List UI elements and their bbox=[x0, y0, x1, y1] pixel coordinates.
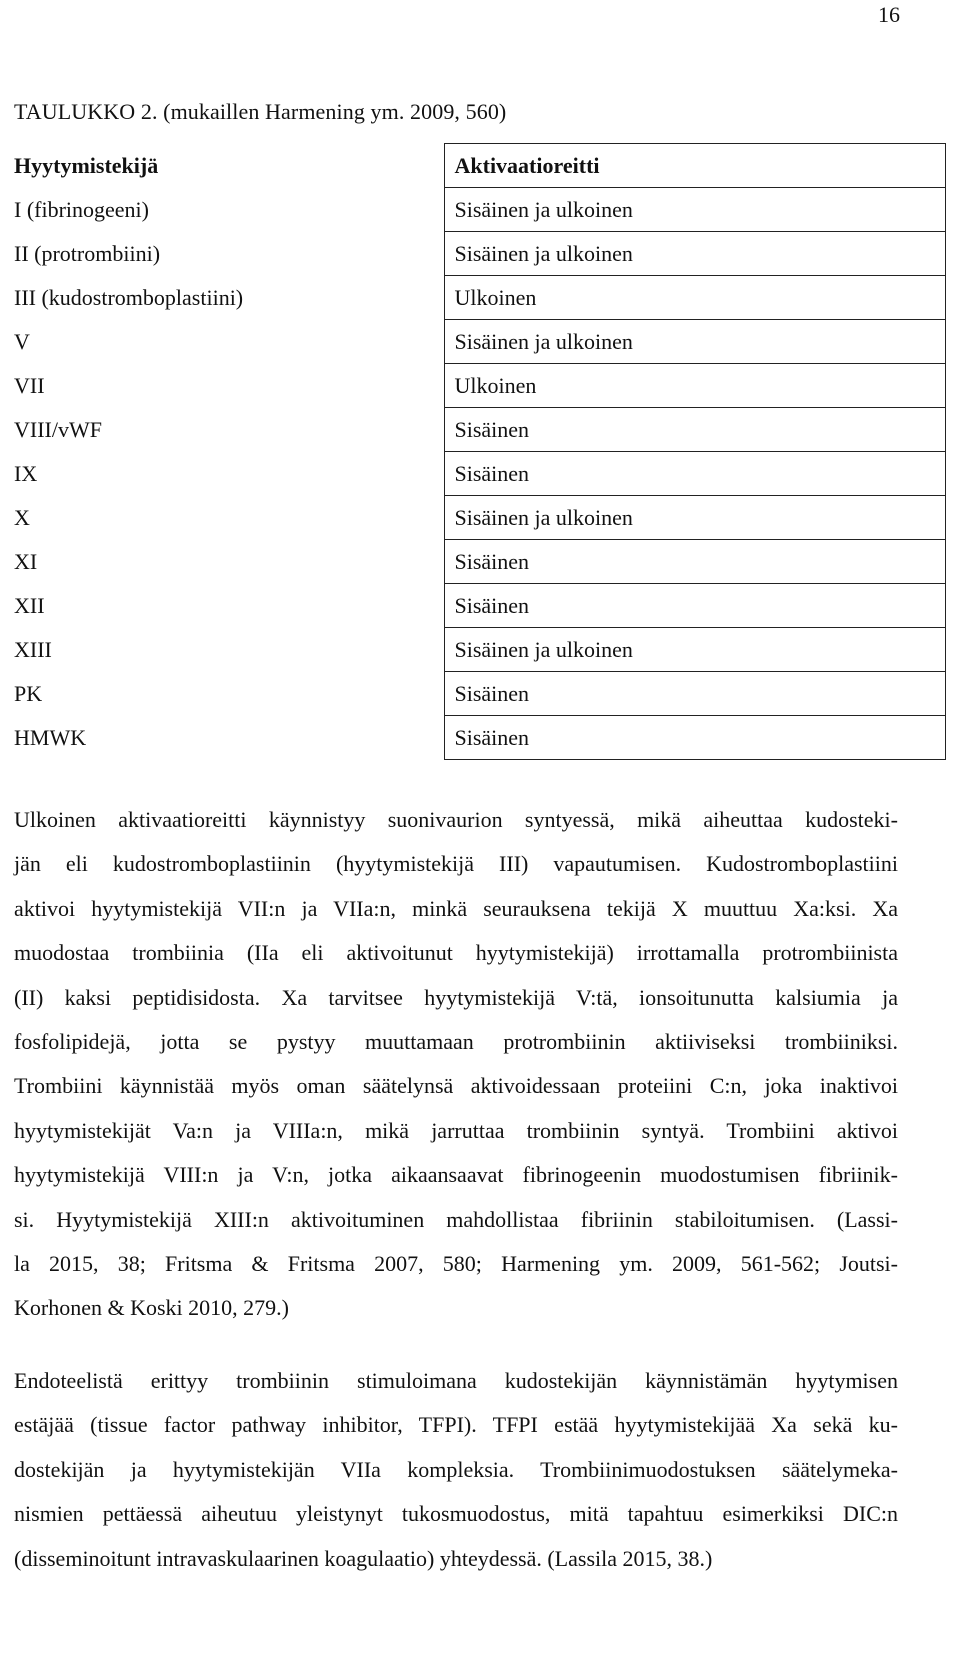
header-factor: Hyytymistekijä bbox=[14, 152, 159, 178]
pathway-cell: Sisäinen bbox=[444, 672, 945, 716]
factor-cell: HMWK bbox=[14, 724, 87, 750]
pathway-cell: Sisäinen bbox=[444, 408, 945, 452]
table-row bbox=[8, 320, 945, 364]
paragraph-line: (disseminoitunt intravaskulaarinen koagulaatio) yhteydessä. (Lassila 2015, 38.) bbox=[14, 1545, 713, 1571]
pathway-cell: Sisäinen ja ulkoinen bbox=[444, 628, 945, 672]
paragraph-line: nismien pettäessä aiheutuu yleistynyt tukosmuodostus, mitä tapahtuu esimerkiksi DIC:n bbox=[14, 1501, 898, 1527]
paragraph-line: Korhonen & Koski 2010, 279.) bbox=[14, 1295, 289, 1321]
paragraph-line: Ulkoinen aktivaatioreitti käynnistyy suonivaurion syntyessä, mikä aiheuttaa kudosteki- bbox=[14, 807, 898, 832]
table-row bbox=[8, 672, 945, 716]
factor-cell: XII bbox=[14, 592, 45, 618]
table-row bbox=[8, 276, 945, 320]
paragraph-tfpi bbox=[14, 1359, 898, 1581]
pathway-cell: Sisäinen ja ulkoinen bbox=[444, 496, 945, 540]
paragraph-line: Trombiini käynnistää myös oman säätelynsä aktivoidessaan proteiini C:n, joka inaktivoi bbox=[14, 1073, 898, 1099]
paragraph-line: la 2015, 38; Fritsma & Fritsma 2007, 580; Harmening ym. 2009, 561-562; Joutsi- bbox=[14, 1250, 898, 1276]
paragraph-line: si. Hyytymistekijä XIII:n aktivoituminen mahdollistaa fibriinin stabiloitumisen. (Lassi- bbox=[14, 1206, 898, 1232]
factor-cell: VII bbox=[14, 372, 45, 398]
table-row bbox=[8, 408, 945, 452]
paragraph-line: aktivoi hyytymistekijä VII:n ja VIIa:n, minkä seurauksena tekijä X muuttuu Xa:ksi. Xa bbox=[14, 895, 898, 921]
table-row bbox=[8, 452, 945, 496]
paragraph-line: estäjää (tissue factor pathway inhibitor, TFPI). TFPI estää hyytymistekijää Xa sekä ku- bbox=[14, 1412, 898, 1438]
paragraph-line: jän eli kudostromboplastiinin (hyytymistekijä III) vapautumisen. Kudostromboplastiini bbox=[14, 851, 898, 877]
factor-cell: X bbox=[14, 504, 30, 530]
table-row bbox=[8, 540, 945, 584]
pathway-cell: Sisäinen bbox=[444, 540, 945, 584]
table-row bbox=[8, 628, 945, 672]
factor-cell: II (protrombiini) bbox=[14, 240, 161, 266]
factor-cell: XI bbox=[14, 548, 38, 574]
pathway-cell: Sisäinen ja ulkoinen bbox=[444, 232, 945, 276]
factor-cell: VIII/vWF bbox=[14, 416, 102, 442]
paragraph-line: dostekijän ja hyytymistekijän VIIa kompleksia. Trombiinimuodostuksen säätelymeka- bbox=[14, 1456, 898, 1482]
table-row bbox=[8, 716, 945, 760]
factor-cell: I (fibrinogeeni) bbox=[14, 196, 149, 222]
table-row bbox=[8, 496, 945, 540]
paragraph-line: (II) kaksi peptidisidosta. Xa tarvitsee hyytymistekijä V:tä, ionsoitunutta kalsiumia ja bbox=[14, 984, 898, 1010]
table-row bbox=[8, 364, 945, 408]
paragraph-line: hyytymistekijä VIII:n ja V:n, jotka aikaansaavat fibrinogeenin muodostumisen fibriinik- bbox=[14, 1162, 898, 1188]
pathway-cell: Ulkoinen bbox=[444, 276, 945, 320]
factor-cell: XIII bbox=[14, 636, 52, 662]
paragraph-extrinsic-pathway bbox=[14, 798, 898, 1331]
factor-cell: IX bbox=[14, 460, 38, 486]
paragraph-line: fosfolipidejä, jotta se pystyy muuttamaan protrombiinin aktiiviseksi trombiiniksi. bbox=[14, 1028, 898, 1054]
pathway-cell: Sisäinen ja ulkoinen bbox=[444, 320, 945, 364]
table-row bbox=[8, 584, 945, 628]
table-row bbox=[8, 188, 945, 232]
header-pathway: Aktivaatioreitti bbox=[444, 144, 945, 188]
paragraph-line: hyytymistekijät Va:n ja VIIIa:n, mikä jarruttaa trombiinin syntyä. Trombiini aktivoi bbox=[14, 1117, 898, 1143]
coagulation-factor-table bbox=[8, 143, 946, 760]
pathway-cell: Sisäinen bbox=[444, 716, 945, 760]
pathway-cell: Sisäinen bbox=[444, 452, 945, 496]
table-header-row bbox=[8, 144, 945, 188]
pathway-cell: Sisäinen bbox=[444, 584, 945, 628]
factor-cell: III (kudostromboplastiini) bbox=[14, 284, 244, 310]
paragraph-line: Endoteelistä erittyy trombiinin stimuloimana kudostekijän käynnistämän hyytymisen bbox=[14, 1368, 898, 1393]
factor-cell: PK bbox=[14, 680, 43, 706]
table-row bbox=[8, 232, 945, 276]
pathway-cell: Sisäinen ja ulkoinen bbox=[444, 188, 945, 232]
page-number: 16 bbox=[878, 2, 900, 27]
paragraph-line: muodostaa trombiinia (IIa eli aktivoitunut hyytymistekijä) irrottamalla protrombiinista bbox=[14, 940, 898, 966]
table-caption: TAULUKKO 2. (mukaillen Harmening ym. 2009, 560) bbox=[14, 99, 507, 124]
factor-cell: V bbox=[14, 328, 30, 354]
pathway-cell: Ulkoinen bbox=[444, 364, 945, 408]
